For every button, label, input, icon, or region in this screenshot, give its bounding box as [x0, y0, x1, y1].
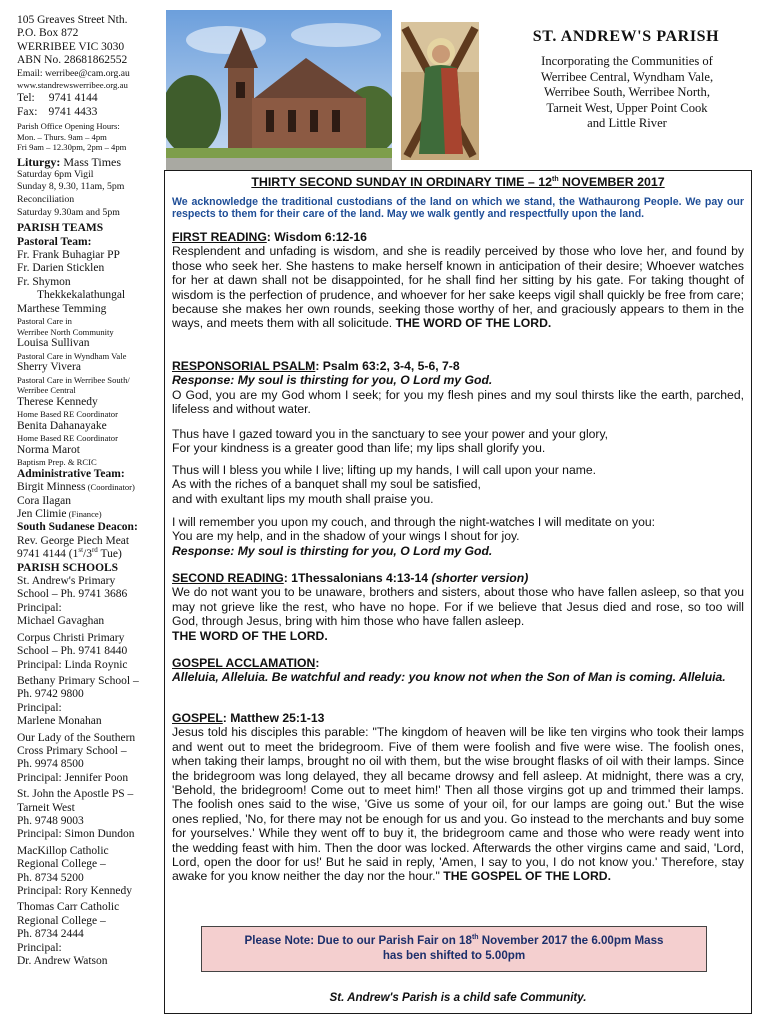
school-line: Principal: Rory Kennedy	[17, 885, 132, 897]
liturgy-heading: Liturgy: Mass Times	[17, 154, 122, 169]
address-line: 105 Greaves Street Nth.	[17, 14, 128, 26]
parish-subtitle: Incorporating the Communities of Werribee Central, Wyndham Vale, Werribee South, Werribee North, Tarneit West, Upper Point Cook and Little River	[540, 54, 714, 130]
school-line: St. Andrew's Primary	[17, 575, 116, 588]
team-member: Louisa Sullivan	[17, 337, 90, 350]
team-role: Pastoral Care in Werribee South/	[17, 374, 130, 385]
acclamation-text: Alleluia, Alleluia. Be watchful and ready: you know not when the Son of Man is coming. Alleluia.	[172, 670, 726, 685]
team-member: Marthese Temming	[17, 302, 107, 315]
gospel-heading: GOSPEL: Matthew 25:1-13	[172, 711, 325, 725]
psalm-verse: I will remember you upon my couch, and through the night-watches I will meditate on you:	[172, 515, 656, 529]
address-line: WERRIBEE VIC 3030	[17, 40, 125, 53]
mass-time: Saturday 9.30am and 5pm	[17, 206, 120, 218]
gospel-text: Jesus told his disciples this parable: "The kingdom of heaven will be like ten virgins who took their lamps and went out to meet the bridegroom. Five of them were foolish and five were wise. The foolish ones, when taking their lamps, brought no oil with them, but the wise brought flasks of oil with their lamps. Since the bridegroom was long delayed, they all became drowsy and fell asleep. At midnight, there was a cry, 'Behold, the bridegroom! Come out to meet him!' Then all those virgins got up and trimmed their lamps. The foolish ones said to the wise, 'Give us some of your oil, for our lamps are going out.' But the wise ones replied, 'No, for there may not be enough for us and you. Go instead to the merchants and buy some for yourselves.' While they went off to buy it, the bridegroom came and those who were ready went into the wedding feast with him. Then the door was locked. Afterwards the other virgins came and said, 'Lord, Lord, open the door for us!' But he said in reply, 'Amen, I say to you, I do not know you.' Therefore, stay awake for you know neither the day nor the hour." THE GOSPEL OF THE LORD.	[172, 725, 744, 884]
admin-member: Birgit Minness (Coordinator)	[17, 481, 135, 494]
first-reading-section	[172, 230, 744, 331]
school-line: Thomas Carr Catholic	[17, 901, 120, 914]
gospel-acclamation-section	[172, 656, 744, 685]
school-line: Ph. 9742 9800	[17, 688, 84, 701]
team-role: Werribee North Community	[17, 326, 114, 337]
psalm-section	[172, 359, 744, 417]
parish-title: ST. ANDREW'S PARISH	[532, 28, 720, 45]
school-line: Marlene Monahan	[17, 715, 102, 728]
school-line: Michael Gavaghan	[17, 615, 105, 628]
psalm-verse-block	[172, 427, 744, 456]
acknowledgement-of-country: We acknowledge the traditional custodians of the land on which we stand, the Wathaurong People. We pay our respects to them for their care of the land. May we walk gently and respectfully upon the land.	[172, 196, 744, 221]
team-member: Therese Kennedy	[17, 395, 98, 408]
team-member: Thekkekalathungal	[37, 289, 126, 302]
psalm-verse: and with exultant lips my mouth shall praise you.	[172, 491, 434, 506]
team-role: Pastoral Care in	[17, 316, 72, 327]
school-line: Principal:	[17, 941, 62, 954]
school-line: Ph. 8734 2444	[17, 928, 84, 941]
team-member: Fr. Frank Buhagiar PP	[17, 249, 120, 261]
admin-team-heading: Administrative Team:	[17, 467, 125, 480]
team-role: Home Based RE Coordinator	[17, 409, 118, 420]
church-photo	[166, 10, 392, 170]
team-member: Fr. Shymon	[17, 275, 71, 288]
office-hours-line: Mon. – Thurs. 9am – 4pm	[17, 131, 107, 142]
second-reading-section	[172, 571, 744, 643]
team-role: Pastoral Care in Wyndham Vale	[17, 350, 127, 361]
school-line: Tarneit West	[17, 801, 75, 814]
team-role: Werribee Central	[17, 385, 76, 396]
website-link[interactable]: www.standrewswerribee.org.au	[17, 79, 128, 90]
tel-label: Tel:	[17, 92, 35, 105]
psalm-response: Response: My soul is thirsting for you, O Lord my God.	[172, 373, 493, 388]
school-line: Principal:	[17, 601, 62, 614]
child-safe-footer: St. Andrew's Parish is a child safe Community.	[329, 991, 587, 1004]
address-line: P.O. Box 872	[17, 27, 79, 40]
school-line: Ph. 9974 8500	[17, 758, 84, 771]
admin-member: Cora Ilagan	[17, 494, 71, 507]
school-line: Corpus Christi Primary	[17, 631, 125, 644]
team-member: Sherry Vivera	[17, 361, 81, 374]
mass-time-change-notice: Please Note: Due to our Parish Fair on 18th November 2017 the 6.00pm Mass has ben shifted to 5.00pm	[201, 926, 707, 972]
fax-number: 9741 4433	[48, 105, 98, 118]
second-reading-closing: THE WORD OF THE LORD.	[172, 628, 328, 643]
abn-number: ABN No. 28681862552	[17, 54, 128, 67]
sunday-title: THIRTY SECOND SUNDAY IN ORDINARY TIME – 12th NOVEMBER 2017	[251, 175, 665, 189]
school-line: Dr. Andrew Watson	[17, 955, 108, 968]
first-reading-text: Resplendent and unfading is wisdom, and she is readily perceived by those who love her, and found by those who seek her. She hastens to make herself known in anticipation of their desire; Whoever watches for her at dawn shall not be disappointed, for he shall find her sitting by his gate. For taking thought of wisdom is the perfection of prudence, and whoever for her sake keeps vigil shall quickly be free from care; because she makes her own rounds, seeking those worthy of her, and graciously appears to them in the ways, and meets them with all solicitude. THE WORD OF THE LORD.	[172, 244, 744, 331]
school-line: Cross Primary School –	[17, 744, 127, 757]
parish-schools-heading: PARISH SCHOOLS	[17, 561, 119, 574]
fax	[17, 106, 160, 119]
school-line: MacKillop Catholic	[17, 844, 109, 857]
first-reading-heading: FIRST READING: Wisdom 6:12-16	[172, 230, 367, 244]
psalm-verse: As with the riches of a banquet shall my soul be satisfied,	[172, 477, 481, 492]
psalm-verse: You are my help, and in the shadow of your wings I shout for joy.	[172, 529, 520, 544]
gospel-section	[172, 711, 744, 884]
psalm-verse: Thus will I bless you while I live; lifting up my hands, I will call upon your name.	[172, 463, 597, 477]
deacon-heading: South Sudanese Deacon:	[17, 521, 138, 534]
mass-time: Saturday 6pm Vigil	[17, 168, 94, 180]
team-member: Norma Marot	[17, 443, 80, 456]
st-andrew-image	[401, 22, 479, 160]
office-hours-line: Fri 9am – 12.30pm, 2pm – 4pm	[17, 142, 127, 153]
school-line: Ph. 9748 9003	[17, 814, 84, 827]
team-member: Fr. Darien Sticklen	[17, 262, 105, 275]
acclamation-heading: GOSPEL ACCLAMATION:	[172, 656, 320, 670]
psalm-verse-block	[172, 463, 744, 506]
school-line: Principal: Linda Roynic	[17, 658, 128, 671]
mass-time: Reconciliation	[17, 194, 75, 205]
school-line: Principal: Simon Dundon	[17, 828, 135, 841]
email-link[interactable]: Email: werribee@cam.org.au	[17, 67, 130, 79]
fax-label: Fax:	[17, 105, 38, 118]
second-reading-text: We do not want you to be unaware, brothers and sisters, about those who have fallen asleep, so that you may not grieve like the rest, who have no hope. For if we believe that Jesus died and rose, so too will God, through Jesus, bring with him those who have fallen asleep.	[172, 585, 744, 629]
parish-teams-heading: PARISH TEAMS	[17, 222, 104, 235]
telephone	[17, 92, 160, 105]
school-line: School – Ph. 9741 8440	[17, 645, 128, 658]
team-member: Benita Dahanayake	[17, 419, 107, 432]
psalm-heading: RESPONSORIAL PSALM: Psalm 63:2, 3-4, 5-6, 7-8	[172, 359, 460, 373]
team-role: Baptism Prep. & RCIC	[17, 457, 97, 468]
second-reading-heading: SECOND READING: 1Thessalonians 4:13-14 (shorter version)	[172, 571, 529, 585]
school-line: Our Lady of the Southern	[17, 731, 136, 744]
psalm-verse: O God, you are my God whom I seek; for you my flesh pines and my soul thirsts like the earth, parched, lifeless and without water.	[172, 387, 744, 417]
school-line: Regional College –	[17, 914, 106, 927]
psalm-verse: For your kindness is a greater good than life; my lips shall glorify you.	[172, 441, 546, 456]
deacon-phone: 9741 4144 (1st/3rd Tue)	[17, 546, 122, 561]
tel-number: 9741 4144	[48, 92, 98, 105]
psalm-verse-block	[172, 515, 744, 558]
team-role: Home Based RE Coordinator	[17, 433, 118, 444]
pastoral-team-heading: Pastoral Team:	[17, 235, 92, 248]
school-line: Principal: Jennifer Poon	[17, 771, 129, 784]
admin-member: Jen Climie (Finance)	[17, 508, 102, 521]
school-line: St. John the Apostle PS –	[17, 788, 134, 801]
psalm-response: Response: My soul is thirsting for you, O Lord my God.	[172, 543, 493, 558]
mass-time: Sunday 8, 9.30, 11am, 5pm	[17, 181, 125, 193]
deacon-name: Rev. George Piech Meat	[17, 534, 130, 547]
school-line: Principal:	[17, 701, 62, 714]
school-line: Ph. 8734 5200	[17, 871, 84, 884]
school-line: School – Ph. 9741 3686	[17, 588, 128, 601]
office-hours-heading: Parish Office Opening Hours:	[17, 121, 120, 132]
school-line: Bethany Primary School –	[17, 674, 139, 687]
left-column	[17, 14, 160, 968]
psalm-verse: Thus have I gazed toward you in the sanctuary to see your power and your glory,	[172, 427, 609, 441]
school-line: Regional College –	[17, 858, 106, 871]
